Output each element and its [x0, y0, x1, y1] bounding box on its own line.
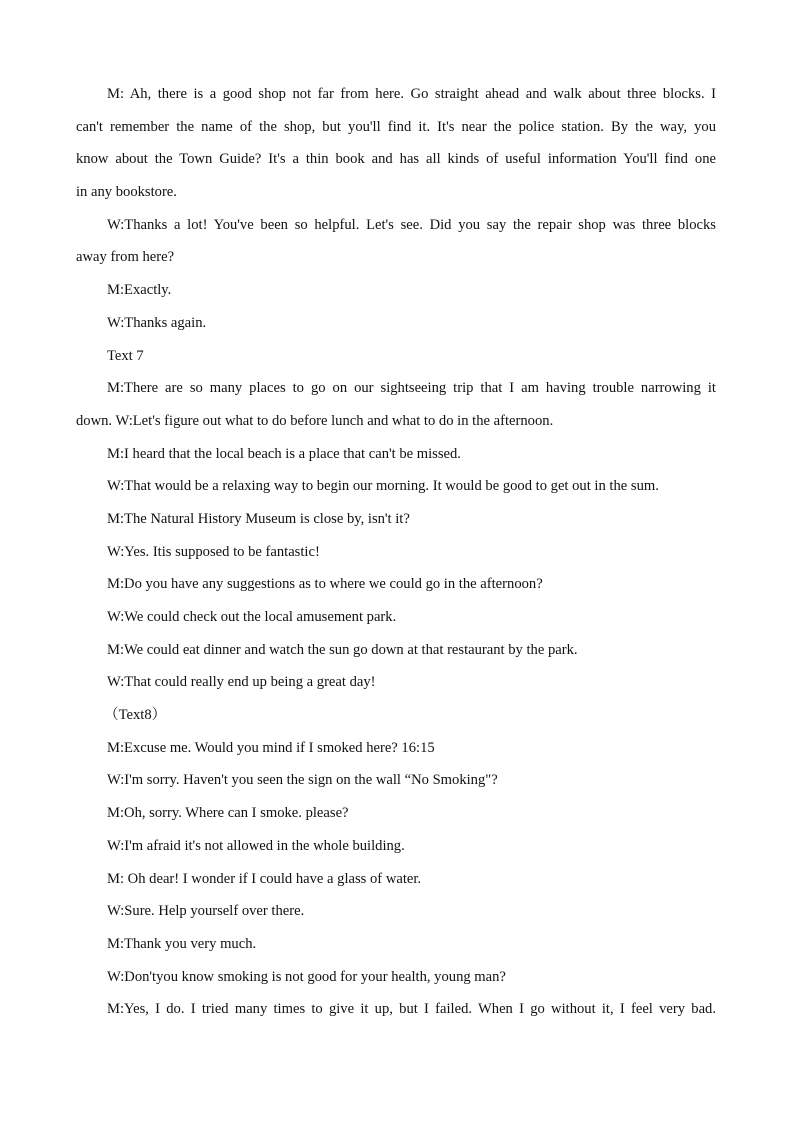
paragraph-line: away from here?	[76, 249, 175, 266]
paragraph-line: W:I'm afraid it's not allowed in the whole building.	[107, 837, 405, 854]
dialogue-text	[76, 80, 716, 1028]
paragraph-line: M:Exactly.	[107, 282, 172, 299]
paragraph-line: W:Sure. Help yourself over there.	[107, 903, 305, 920]
paragraph-line: W:Thanks again.	[107, 314, 207, 331]
paragraph-line: M:Excuse me. Would you mind if I smoked here? 16:15	[107, 739, 435, 756]
paragraph-line: W:Thanks a lot! You've been so helpful. Let's see. Did you say the repair shop was three blocks	[107, 216, 716, 233]
paragraph-line: M: Oh dear! I wonder if I could have a glass of water.	[107, 870, 422, 887]
paragraph-line: M:Thank you very much.	[107, 935, 257, 952]
paragraph-line: M:Do you have any suggestions as to where we could go in the afternoon?	[107, 576, 543, 593]
paragraph-line: W:Don'tyou know smoking is not good for your health, young man?	[107, 968, 506, 985]
paragraph-line: in any bookstore.	[76, 184, 177, 201]
paragraph-line: know about the Town Guide? It's a thin book and has all kinds of useful information You'll find one	[76, 151, 716, 168]
paragraph-line: W:Yes. Itis supposed to be fantastic!	[107, 543, 320, 560]
section-heading: Text 7	[107, 347, 144, 364]
paragraph-line: W:I'm sorry. Haven't you seen the sign on the wall “No Smoking"?	[107, 772, 498, 789]
paragraph-line: W:That would be a relaxing way to begin our morning. It would be good to get out in the sum.	[107, 478, 659, 495]
paragraph-line: W:That could really end up being a great day!	[107, 674, 376, 691]
section-heading: （Text8）	[104, 707, 167, 724]
paragraph-line: M:The Natural History Museum is close by, isn't it?	[107, 510, 410, 527]
paragraph-line: M:There are so many places to go on our sightseeing trip that I am having trouble narrowing it	[107, 380, 716, 397]
paragraph-line: M: Ah, there is a good shop not far from here. Go straight ahead and walk about three blocks. I	[107, 86, 716, 102]
paragraph-line: M:Yes, I do. I tried many times to give it up, but I failed. When I go without it, I feel very bad.	[107, 1001, 716, 1018]
paragraph-line: M:Oh, sorry. Where can I smoke. please?	[107, 805, 349, 822]
paragraph-line: W:We could check out the local amusement park.	[107, 609, 397, 625]
paragraph-line: M:We could eat dinner and watch the sun go down at that restaurant by the park.	[107, 641, 578, 658]
paragraph-line: can't remember the name of the shop, but you'll find it. It's near the police station. By the way, you	[76, 118, 716, 135]
paragraph-line: M:I heard that the local beach is a place that can't be missed.	[107, 445, 461, 462]
paragraph-line: down. W:Let's figure out what to do before lunch and what to do in the afternoon.	[76, 412, 554, 429]
